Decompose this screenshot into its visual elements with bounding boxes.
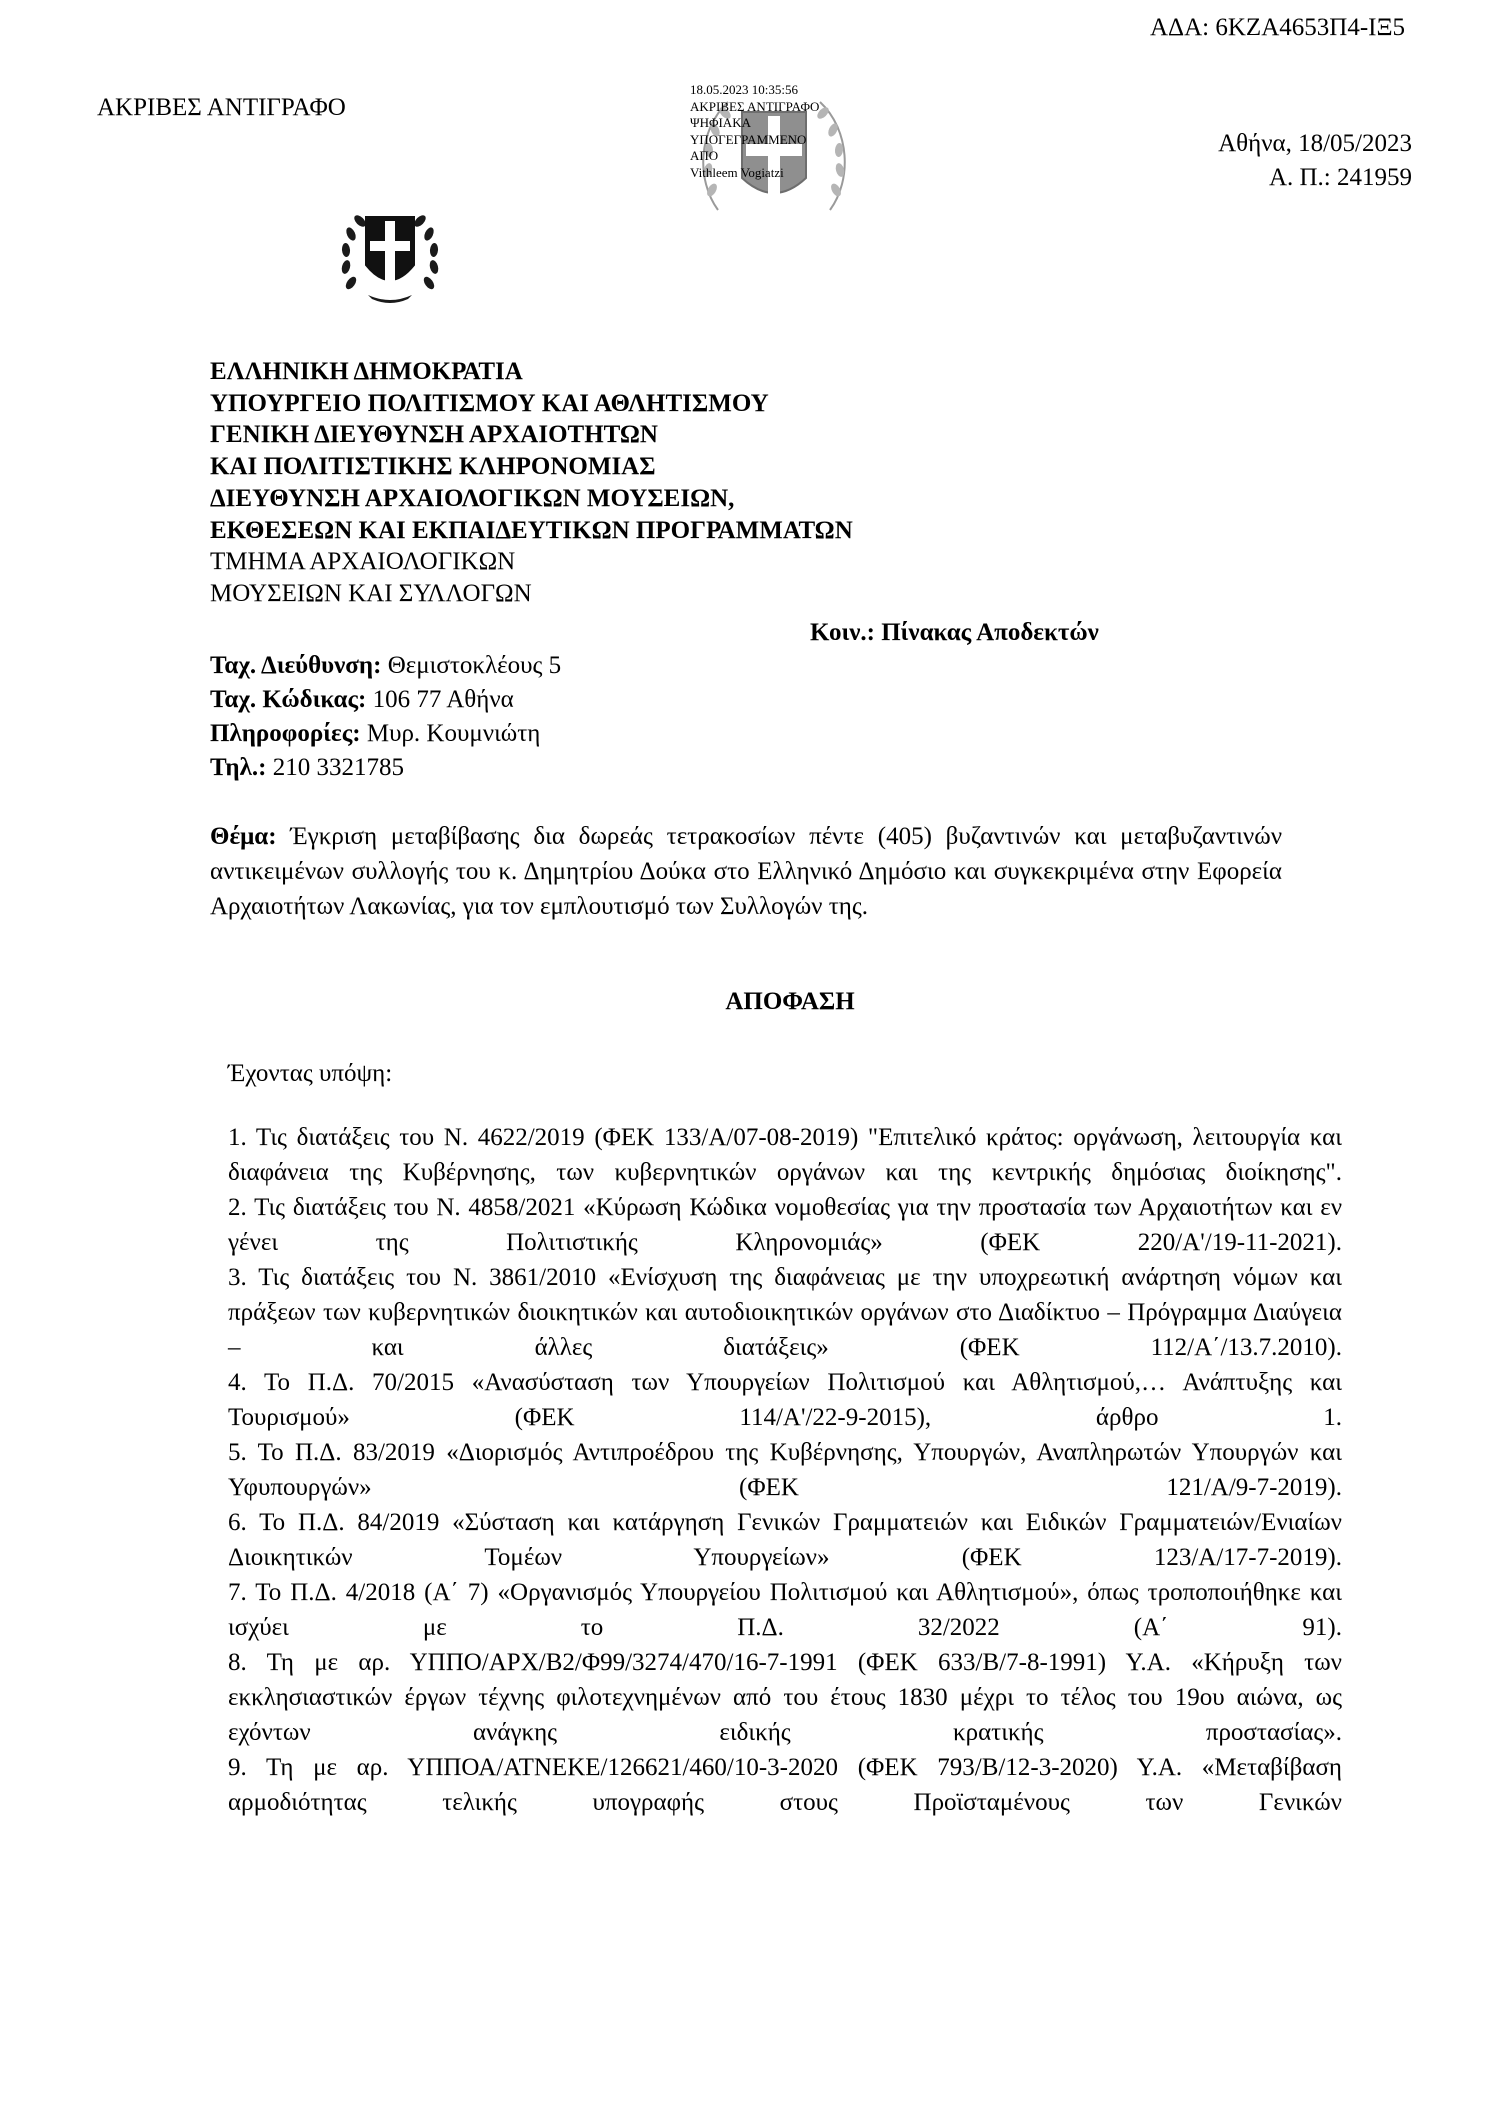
contact-label: Ταχ. Κώδικας: xyxy=(210,686,367,713)
ada-code: ΑΔΑ: 6ΚΖΑ4653Π4-ΙΞ5 xyxy=(1150,14,1406,41)
contact-value: Θεμιστοκλέους 5 xyxy=(381,652,562,679)
authority-line: ΥΠΟΥΡΓΕΙΟ ΠΟΛΙΤΙΣΜΟΥ ΚΑΙ ΑΘΛΗΤΙΣΜΟΥ xyxy=(210,389,769,417)
department-line: ΜΟΥΣΕΙΩΝ ΚΑΙ ΣΥΛΛΟΓΩΝ xyxy=(210,579,532,607)
list-item: 3. Τις διατάξεις του Ν. 3861/2010 «Ενίσχυση της διαφάνειας με την υποχρεωτική ανάρτηση νόμων και πράξεων των κυβερνητικών διοικητικών και αυτοδιοικητικών οργάνων στο Διαδίκτυο – Πρόγραμμα Διαύγεια – και άλλες διατάξεις» (ΦΕΚ 112/Α΄/13.7.2010). xyxy=(228,1264,1342,1361)
authority-line: ΚΑΙ ΠΟΛΙΤΙΣΤΙΚΗΣ ΚΛΗΡΟΝΟΜΙΑΣ xyxy=(210,453,656,481)
authority-line: ΕΚΘΕΣΕΩΝ ΚΑΙ ΕΚΠΑΙΔΕΥΤΙΚΩΝ ΠΡΟΓΡΑΜΜΑΤΩΝ xyxy=(210,516,853,544)
signature-stamp-text xyxy=(690,82,819,181)
list-item: 9. Τη με αρ. ΥΠΠΟΑ/ΑΤΝΕΚΕ/126621/460/10-3-2020 (ΦΕΚ 793/Β/12-3-2020) Υ.Α. «Μεταβίβαση αρμοδιότητας τελικής υπογραφής στους Προϊσταμένους των Γενικών xyxy=(228,1754,1342,1816)
decision-heading: ΑΠΟΦΑΣΗ xyxy=(725,988,855,1015)
greek-coat-of-arms-icon xyxy=(338,203,442,305)
document-date: Αθήνα, 18/05/2023 xyxy=(1218,130,1412,157)
stamp-line: 18.05.2023 10:35:56 xyxy=(690,82,798,97)
stamp-line: ΨΗΦΙΑΚΑ xyxy=(690,115,751,130)
contact-label: Τηλ.: xyxy=(210,754,267,781)
authority-line: ΕΛΛΗΝΙΚΗ ΔΗΜΟΚΡΑΤΙΑ xyxy=(210,358,523,385)
subject-text: Έγκριση μεταβίβασης δια δωρεάς τετρακοσίων πέντε (405) βυζαντινών και μεταβυζαντινών αντικειμένων συλλογής του κ. Δημητρίου Δούκα στο Ελληνικό Δημόσιο και συγκεκριμένα στην Εφορεία Αρχαιοτήτων Λακωνίας, για τον εμπλουτισμό των Συλλογών της. xyxy=(210,823,1282,920)
contact-label: Ταχ. Διεύθυνση: xyxy=(210,652,382,679)
contact-value: Μυρ. Κουμνιώτη xyxy=(360,720,541,747)
authority-line: ΔΙΕΥΘΥΝΣΗ ΑΡΧΑΙΟΛΟΓΙΚΩΝ ΜΟΥΣΕΙΩΝ, xyxy=(210,484,735,512)
list-item: 5. Το Π.Δ. 83/2019 «Διορισμός Αντιπροέδρου της Κυβέρνησης, Υπουργών, Αναπληρωτών Υπουργών και Υφυπουργών» (ΦΕΚ 121/Α/9-7-2019). xyxy=(228,1439,1342,1501)
list-item: 2. Τις διατάξεις του Ν. 4858/2021 «Κύρωση Κώδικα νομοθεσίας για την προστασία των Αρχαιοτήτων και εν γένει της Πολιτιστικής Κληρονομιάς» (ΦΕΚ 220/Α'/19-11-2021). xyxy=(228,1194,1342,1256)
recipients-note: Κοιν.: Πίνακας Αποδεκτών xyxy=(810,619,1099,646)
department-line: ΤΜΗΜΑ ΑΡΧΑΙΟΛΟΓΙΚΩΝ xyxy=(210,548,516,576)
considerations-intro: Έχοντας υπόψη: xyxy=(228,1060,393,1087)
contact-details xyxy=(210,649,561,785)
stamp-line: ΑΚΡΙΒΕΣ ΑΝΤΙΓΡΑΦΟ xyxy=(690,98,820,114)
stamp-line: ΑΠΟ xyxy=(690,148,719,163)
contact-address xyxy=(210,649,561,683)
stamp-line: ΥΠΟΓΕΓΡΑΜΜΕΝΟ xyxy=(690,131,807,147)
list-item: 8. Τη με αρ. ΥΠΠΟ/ΑΡΧ/Β2/Φ99/3274/470/16-7-1991 (ΦΕΚ 633/Β/7-8-1991) Υ.Α. «Κήρυξη των εκκλησιαστικών έργων τέχνης φιλοτεχνημένων από του έτους 1830 μέχρι το τέλος του 19ου αιώνα, ως εχόντων ανάγκης ειδικής κρατικής προστασίας». xyxy=(228,1649,1342,1746)
list-item: 1. Τις διατάξεις του Ν. 4622/2019 (ΦΕΚ 133/Α/07-08-2019) "Επιτελικό κράτος: οργάνωση, λειτουργία και διαφάνεια της Κυβέρνησης, των κυβερνητικών οργάνων και της κεντρικής δημόσιας διοίκησης". xyxy=(228,1124,1342,1186)
list-item: 6. Το Π.Δ. 84/2019 «Σύσταση και κατάργηση Γενικών Γραμματειών και Ειδικών Γραμματειών/Ενιαίων Διοικητικών Τομέων Υπουργείων» (ΦΕΚ 123/Α/17-7-2019). xyxy=(228,1509,1342,1571)
exact-copy-label: ΑΚΡΙΒΕΣ ΑΝΤΙΓΡΑΦΟ xyxy=(97,94,346,121)
authority-line: ΓΕΝΙΚΗ ΔΙΕΥΘΥΝΣΗ ΑΡΧΑΙΟΤΗΤΩΝ xyxy=(210,421,658,449)
contact-value: 106 77 Αθήνα xyxy=(366,686,514,713)
stamp-line: Vithleem Vogiatzi xyxy=(690,164,784,180)
list-item: 4. Το Π.Δ. 70/2015 «Ανασύσταση των Υπουργείων Πολιτισμού και Αθλητισμού,… Ανάπτυξης και Τουρισμού» (ΦΕΚ 114/Α'/22-9-2015), άρθρο 1. xyxy=(228,1369,1342,1431)
considerations-list xyxy=(228,1120,1342,1820)
protocol-number: Α. Π.: 241959 xyxy=(1268,164,1412,191)
contact-info-person xyxy=(210,717,561,751)
contact-label: Πληροφορίες: xyxy=(210,720,361,747)
issuing-authority xyxy=(210,356,853,610)
contact-phone xyxy=(210,751,561,785)
subject-paragraph xyxy=(210,819,1282,924)
subject-label: Θέμα: xyxy=(210,823,277,850)
contact-postcode xyxy=(210,683,561,717)
list-item: 7. Το Π.Δ. 4/2018 (Α΄ 7) «Οργανισμός Υπουργείου Πολιτισμού και Αθλητισμού», όπως τροποποιήθηκε και ισχύει με το Π.Δ. 32/2022 (Α΄ 91). xyxy=(228,1579,1342,1641)
contact-value: 210 3321785 xyxy=(266,754,404,781)
